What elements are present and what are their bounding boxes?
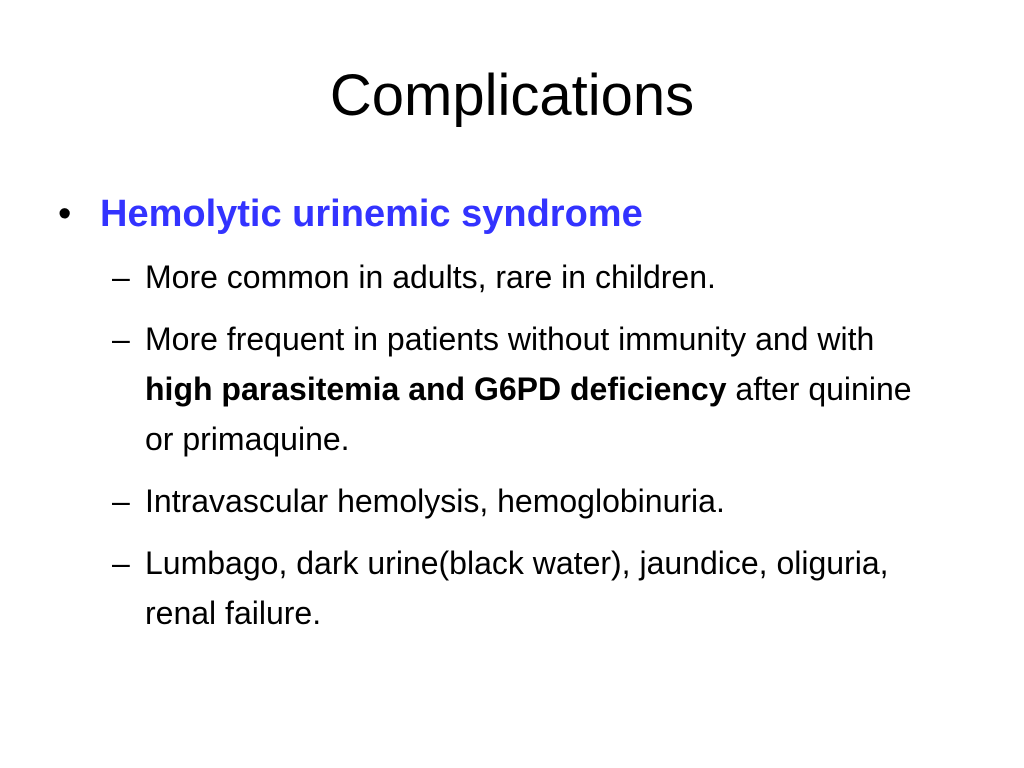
dash-marker: – — [112, 259, 130, 295]
sub-bullet-item — [112, 252, 992, 302]
sub-bullet-item — [112, 476, 992, 526]
dash-marker: – — [112, 321, 130, 357]
bullet-marker: • — [58, 193, 72, 235]
sub-bullet-list — [112, 252, 992, 650]
slide-title: Complications — [329, 63, 695, 128]
dash-marker: – — [112, 545, 130, 581]
dash-marker: – — [112, 483, 130, 519]
sub-bullet-text-part: More frequent in patients without immunity and with — [145, 321, 875, 357]
bullet-heading: Hemolytic urinemic syndrome — [100, 193, 643, 235]
sub-bullet-text — [145, 314, 945, 464]
sub-bullet-text: More common in adults, rare in children. — [145, 259, 716, 295]
sub-bullet-item — [112, 314, 992, 464]
sub-bullet-bold-text: high parasitemia and G6PD deficiency — [145, 371, 727, 407]
sub-bullet-text: Lumbago, dark urine(black water), jaundice, oliguria, renal failure. — [145, 545, 889, 631]
sub-bullet-text-part: after quinine or primaquine. — [145, 371, 912, 457]
sub-bullet-item — [112, 538, 992, 638]
bullet-item — [58, 190, 643, 238]
sub-bullet-text: Intravascular hemolysis, hemoglobinuria. — [145, 483, 725, 519]
